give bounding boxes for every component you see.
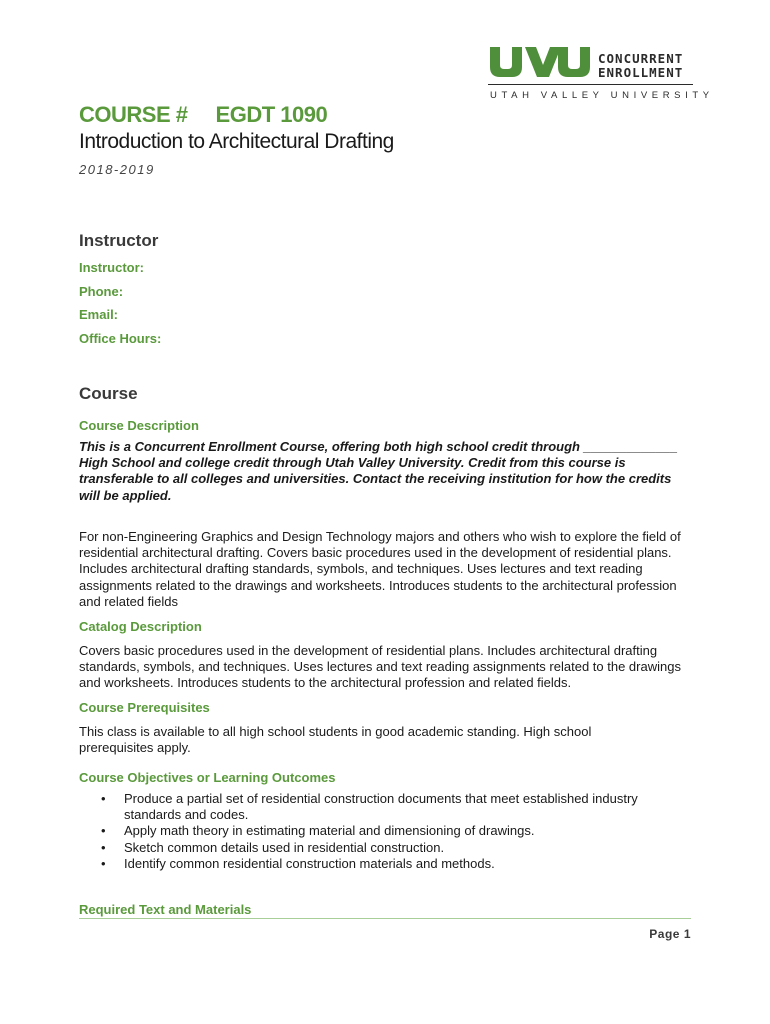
catalog-description-label: Catalog Description (79, 619, 202, 634)
uvu-concurrent-enrollment-logo (488, 44, 714, 104)
logo-wordmark: CONCURRENT ENROLLMENT (598, 51, 684, 80)
required-materials-label: Required Text and Materials (79, 902, 252, 917)
objectives-list (79, 791, 644, 872)
course-description-label: Course Description (79, 418, 199, 433)
concurrent-enrollment-notice: This is a Concurrent Enrollment Course, offering both high school credit through _____________ High School and college credit through Utah Valley University. Credit from this course is transferable to all colleges and universities. Contact the receiving institution for how the credits will be applied. (79, 439, 678, 503)
course-heading: Course (79, 384, 138, 403)
email-label: Email: (79, 307, 119, 322)
catalog-description-text: Covers basic procedures used in the development of residential plans. Includes architectural drafting standards, symbols, and techniques. Uses lectures and text reading assignments related to the drawings and worksheets. Introduces students to the architectural profession and related fields. (79, 643, 681, 691)
footer-divider (79, 918, 691, 919)
phone-label: Phone: (79, 284, 124, 299)
page-number: Page 1 (649, 927, 691, 941)
instructor-name-label: Instructor: (79, 260, 144, 275)
uvu-logo-mark (488, 44, 592, 78)
academic-year: 2018-2019 (79, 162, 155, 177)
course-objectives-label: Course Objectives or Learning Outcomes (79, 770, 336, 785)
list-item: • Identify common residential construction materials and methods. (101, 855, 495, 871)
logo-divider (488, 84, 693, 85)
office-hours-label: Office Hours: (79, 331, 162, 346)
course-description-text: For non-Engineering Graphics and Design Technology majors and others who wish to explore the field of residential architectural drafting. Covers basic procedures used in the development of residential plans. Includes architectural drafting standards, symbols, and techniques. Uses lectures and text reading assignments related to the drawings and worksheets. Introduces students to the architectural profession and related fields (79, 529, 681, 609)
course-prerequisites-label: Course Prerequisites (79, 700, 210, 715)
list-item: • Produce a partial set of residential construction documents that meet established industry standards and codes. (101, 791, 638, 823)
course-number: COURSE # EGDT 1090 (79, 102, 328, 127)
list-item: • Apply math theory in estimating material and dimensioning of drawings. (101, 823, 535, 839)
course-prerequisites-text: This class is available to all high school students in good academic standing. High school prerequisites apply. (79, 724, 592, 756)
logo-subtitle: UTAH VALLEY UNIVERSITY (490, 90, 714, 101)
instructor-heading: Instructor (79, 231, 159, 250)
course-title: Introduction to Architectural Drafting (79, 130, 394, 153)
list-item: • Sketch common details used in residential construction. (101, 839, 445, 855)
